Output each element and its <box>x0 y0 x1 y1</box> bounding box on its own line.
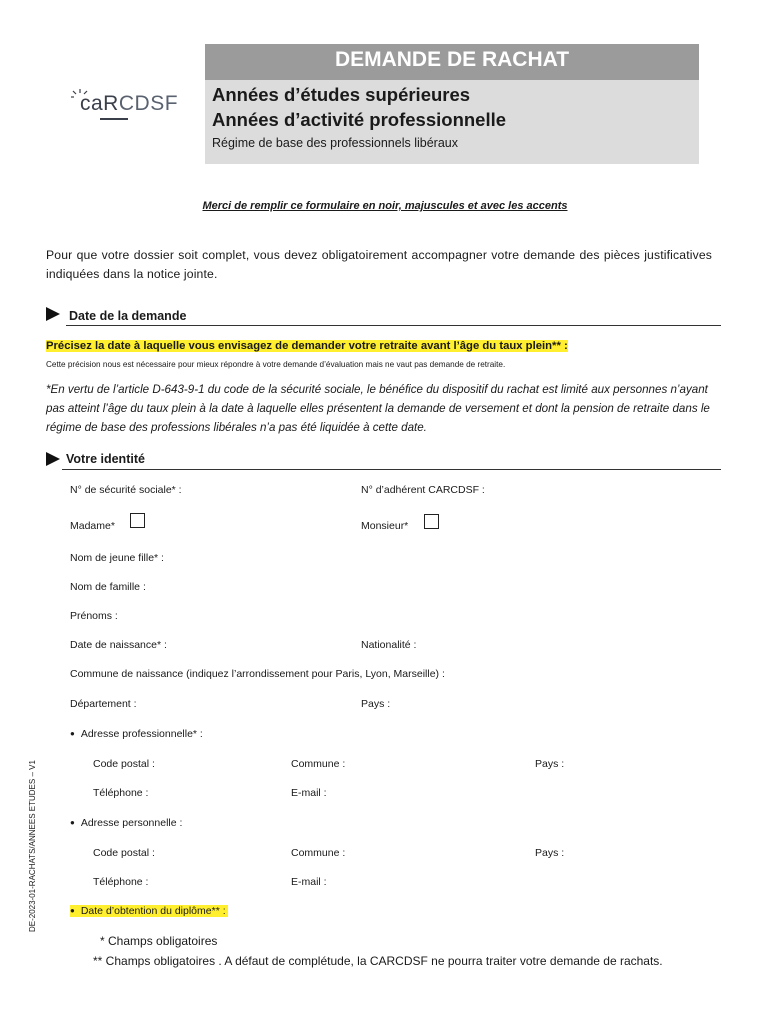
section-divider <box>62 469 721 470</box>
carcdsf-logo <box>70 88 180 124</box>
personal-address-field[interactable]: ● Adresse personnelle : <box>70 817 182 829</box>
subtitle-activity: Années d’activité professionnelle <box>212 109 507 130</box>
pro-email-field[interactable]: E-mail : <box>291 787 327 799</box>
intro-paragraph: Pour que votre dossier soit complet, vous devez obligatoirement accompagner votre demande des pièces justificatives indiquées dans la notice jointe. <box>46 248 712 281</box>
monsieur-checkbox[interactable] <box>424 514 439 529</box>
section-divider <box>66 325 721 326</box>
personal-phone-field[interactable]: Téléphone : <box>93 876 149 888</box>
section-title-identity: Votre identité <box>66 452 145 466</box>
monsieur-label: Monsieur* <box>361 520 409 532</box>
personal-email-field[interactable]: E-mail : <box>291 876 327 888</box>
form-header <box>205 44 699 164</box>
required-fields-note-2: ** Champs obligatoires . A défaut de complétude, la CARCDSF ne pourra traiter votre demande de rachats. <box>93 954 663 968</box>
subtitle-regime: Régime de base des professionnels libéraux <box>212 136 458 150</box>
diploma-date-field[interactable]: ● Date d’obtention du diplôme** : <box>70 905 228 917</box>
family-name-field[interactable]: Nom de famille : <box>70 581 146 593</box>
nationality-field[interactable]: Nationalité : <box>361 639 417 651</box>
personal-country-field[interactable]: Pays : <box>535 847 565 859</box>
personal-postal-code-field[interactable]: Code postal : <box>93 847 155 859</box>
birth-date-field[interactable]: Date de naissance* : <box>70 639 167 651</box>
section-arrow-icon <box>46 452 60 466</box>
logo-text-main: caR <box>80 92 119 115</box>
subtitle-studies: Années d’études supérieures <box>212 84 471 105</box>
pro-address-field[interactable]: ● Adresse professionnelle* : <box>70 728 203 740</box>
form-title: DEMANDE DE RACHAT <box>334 48 570 71</box>
legal-note: *En vertu de l’article D-643-9-1 du code de la sécurité sociale, le bénéfice du dispositif du rachat est limité aux personnes n’ayant pas atteint l’âge du taux plein à la date à laquelle elles présentent la demande de versement et dont la pension de retraite dans le régime de base des professions libérales n’a pas été liquidée à cette date. <box>46 383 710 434</box>
first-names-field[interactable]: Prénoms : <box>70 610 118 622</box>
pro-postal-code-field[interactable]: Code postal : <box>93 758 155 770</box>
retirement-date-question[interactable]: Précisez la date à laquelle vous envisagez de demander votre retraite avant l’âge du taux plein** : <box>46 340 568 352</box>
logo-text-suffix: CDSF <box>118 92 179 115</box>
department-field[interactable]: Département : <box>70 698 137 710</box>
personal-town-field[interactable]: Commune : <box>291 847 346 859</box>
document-reference: DE-2023-01-RACHATS/ANNEES ETUDES – V1 <box>28 760 37 932</box>
maiden-name-field[interactable]: Nom de jeune fille* : <box>70 552 164 564</box>
ssn-field[interactable]: N° de sécurité sociale* : <box>70 484 182 496</box>
country-field[interactable]: Pays : <box>361 698 391 710</box>
pro-phone-field[interactable]: Téléphone : <box>93 787 149 799</box>
fill-instruction: Merci de remplir ce formulaire en noir, majuscules et avec les accents <box>202 200 568 212</box>
birth-town-field[interactable]: Commune de naissance (indiquez l’arrondissement pour Paris, Lyon, Marseille) : <box>70 668 445 680</box>
member-number-field[interactable]: N° d’adhérent CARCDSF : <box>361 484 485 496</box>
section-arrow-icon <box>46 307 60 321</box>
required-fields-note: * Champs obligatoires <box>100 934 218 948</box>
pro-town-field[interactable]: Commune : <box>291 758 346 770</box>
section-title-date: Date de la demande <box>69 309 187 323</box>
madame-label: Madame* <box>70 520 115 532</box>
retirement-date-note: Cette précision nous est nécessaire pour mieux répondre à votre demande d’évaluation mais ne vaut pas demande de retraite. <box>46 360 506 369</box>
pro-country-field[interactable]: Pays : <box>535 758 565 770</box>
madame-checkbox[interactable] <box>130 513 145 528</box>
